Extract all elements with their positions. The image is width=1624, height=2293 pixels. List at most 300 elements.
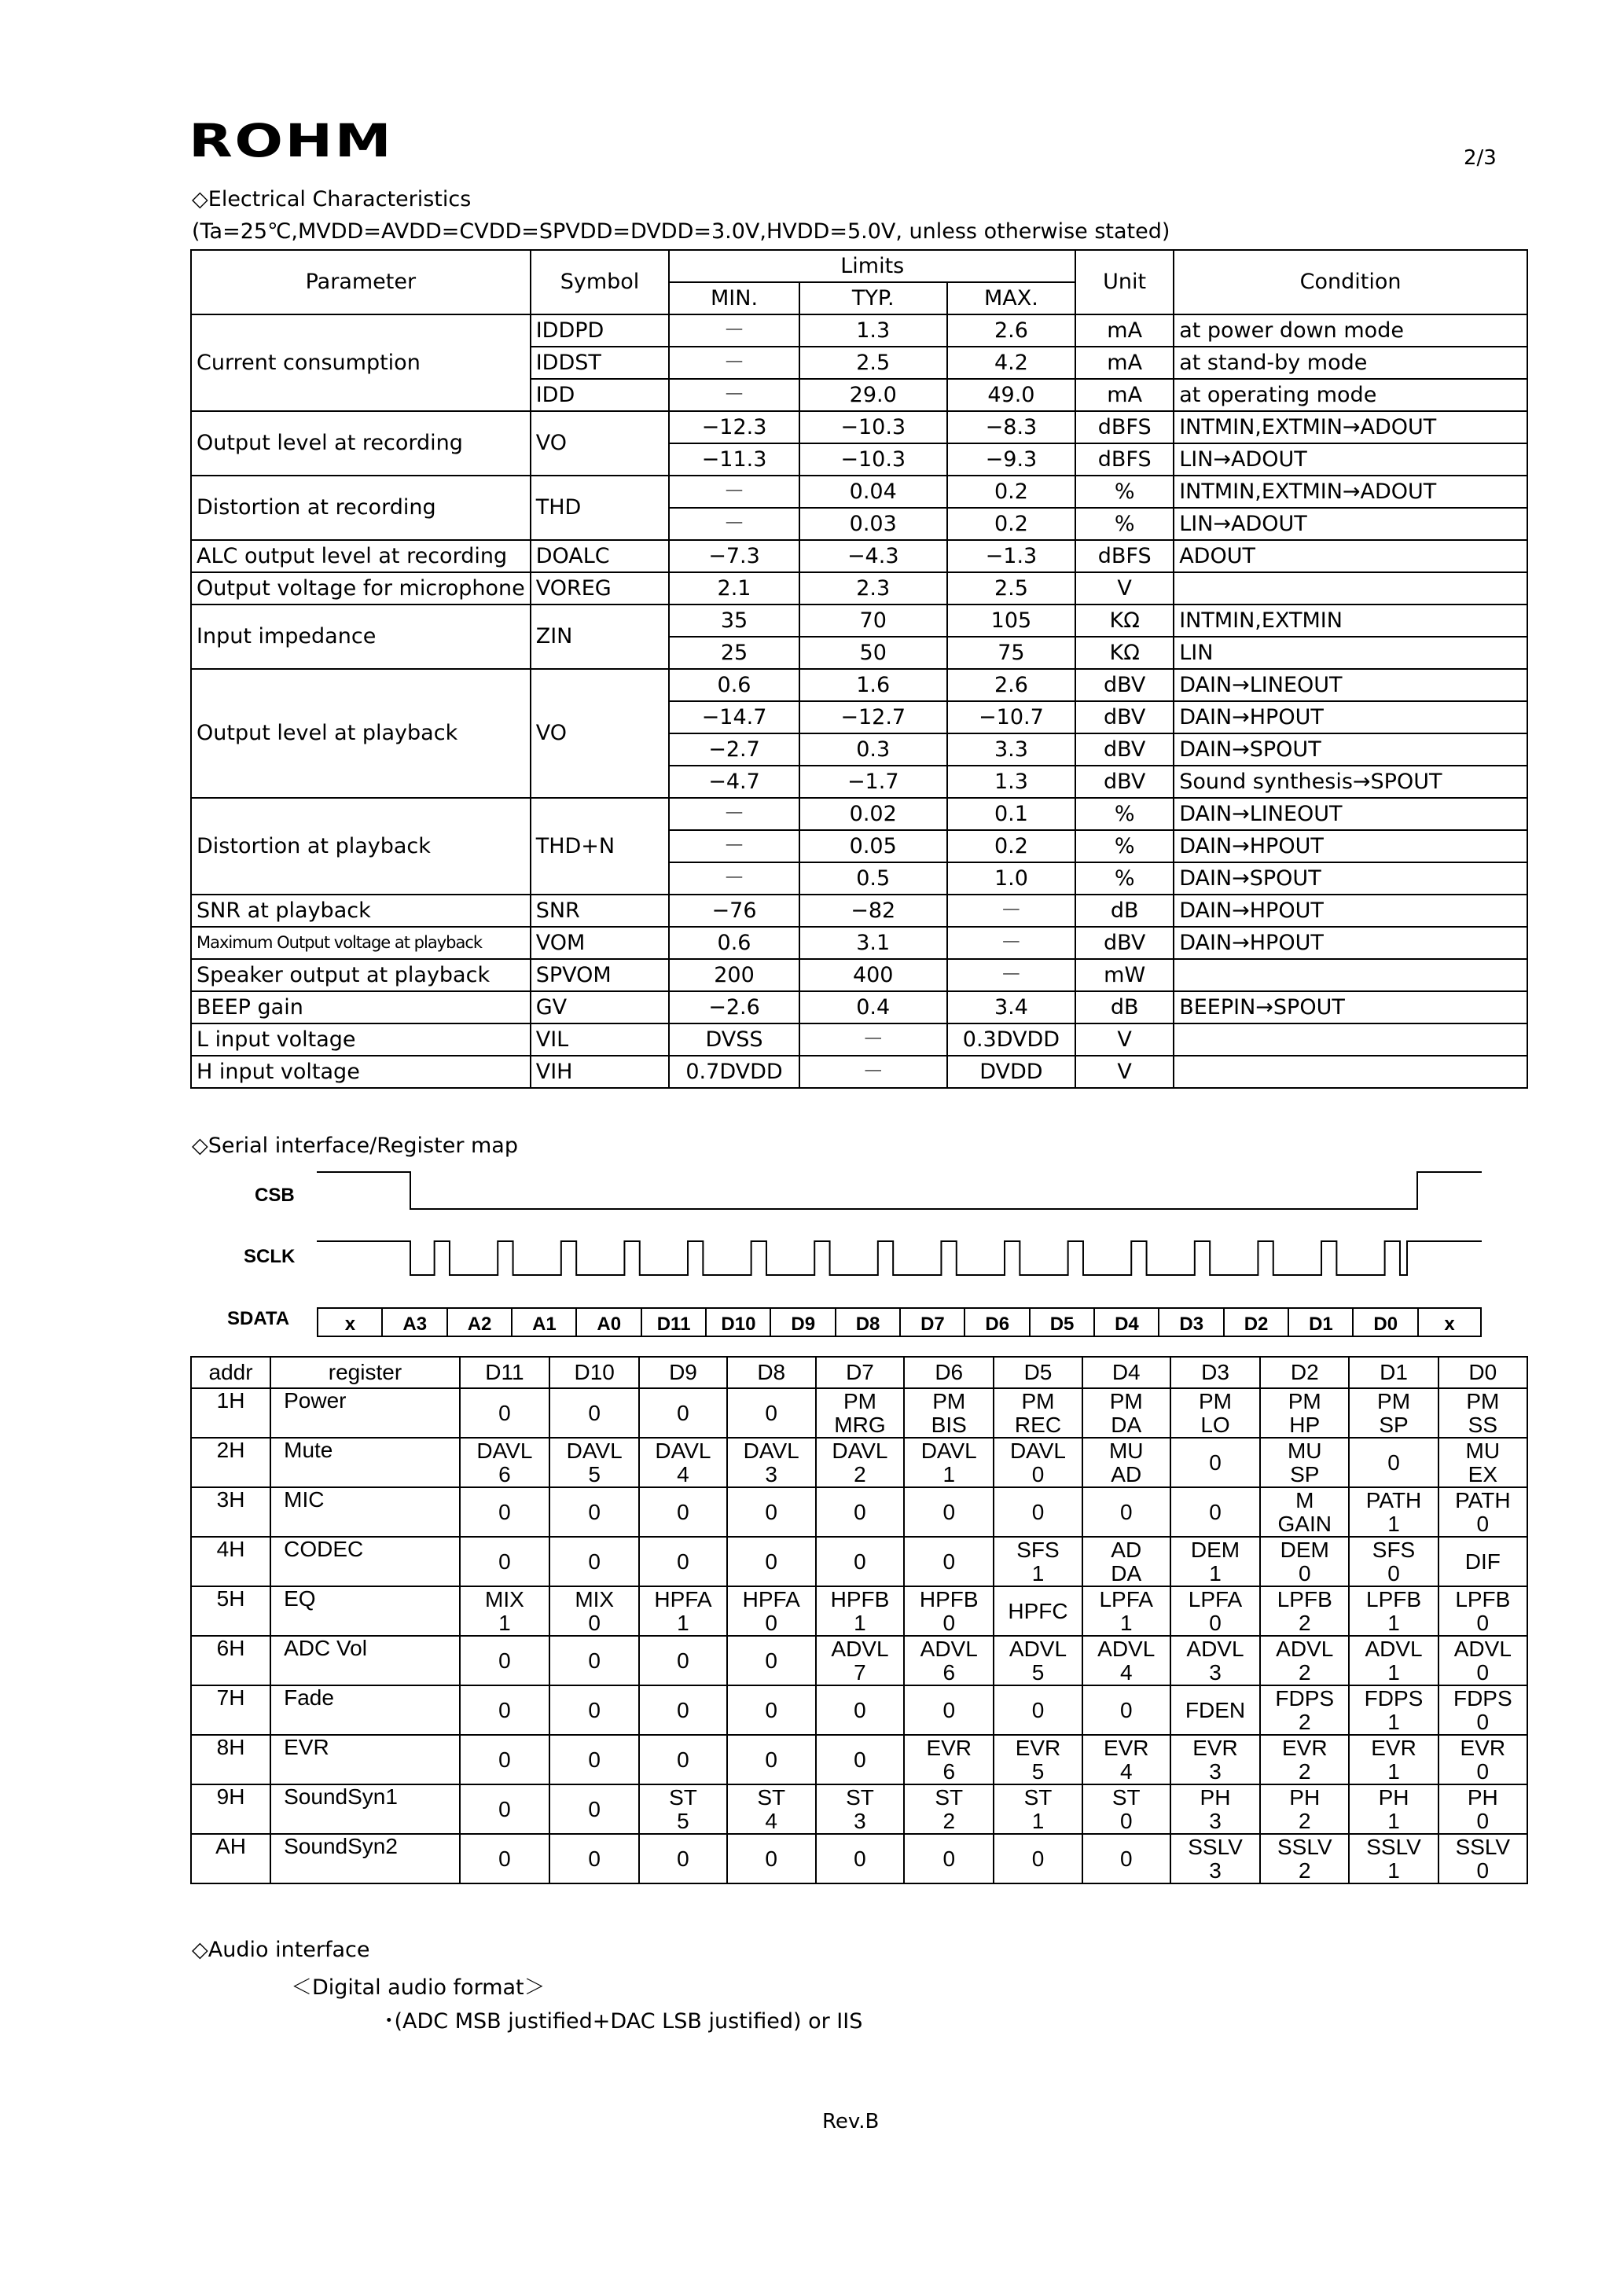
table-cell: dBV bbox=[1075, 669, 1174, 701]
register-bit: MU EX bbox=[1438, 1438, 1527, 1487]
table-cell: Distortion at playback bbox=[191, 798, 531, 895]
table-cell: 4.2 bbox=[947, 347, 1075, 379]
register-bit: AD DA bbox=[1082, 1537, 1170, 1586]
register-map-header-cell: addr bbox=[191, 1357, 270, 1388]
register-bit: PH 1 bbox=[1349, 1784, 1438, 1834]
register-addr: AH bbox=[191, 1834, 270, 1883]
table-cell: Distortion at recording bbox=[191, 476, 531, 540]
table-cell: 3.1 bbox=[799, 927, 947, 959]
register-bit: FDEN bbox=[1170, 1685, 1260, 1735]
register-bit: ST 5 bbox=[639, 1784, 726, 1834]
table-cell: DAIN→HPOUT bbox=[1174, 927, 1527, 959]
register-name: Power bbox=[270, 1388, 460, 1438]
register-map-header-cell: D9 bbox=[639, 1357, 726, 1388]
register-bit: EVR 2 bbox=[1260, 1735, 1349, 1784]
sdata-bit: D7 bbox=[899, 1307, 964, 1337]
sdata-bit: D6 bbox=[964, 1307, 1029, 1337]
table-cell: 2.6 bbox=[947, 314, 1075, 347]
table-cell: － bbox=[947, 895, 1075, 927]
register-name: CODEC bbox=[270, 1537, 460, 1586]
header-max: MAX. bbox=[947, 282, 1075, 314]
table-cell: 0.6 bbox=[669, 927, 799, 959]
register-bit: 0 bbox=[816, 1685, 904, 1735]
register-bit: ADVL 1 bbox=[1349, 1636, 1438, 1685]
register-bit: DIF bbox=[1438, 1537, 1527, 1586]
table-cell: dBV bbox=[1075, 766, 1174, 798]
sdata-bit: D1 bbox=[1288, 1307, 1353, 1337]
table-cell: IDD bbox=[531, 379, 670, 411]
register-bit: ADVL 3 bbox=[1170, 1636, 1260, 1685]
table-cell: 0.2 bbox=[947, 830, 1075, 862]
register-bit: SSLV 2 bbox=[1260, 1834, 1349, 1883]
table-cell: 75 bbox=[947, 637, 1075, 669]
register-map-header-cell: register bbox=[270, 1357, 460, 1388]
register-name: EQ bbox=[270, 1586, 460, 1636]
table-cell: −14.7 bbox=[669, 701, 799, 733]
table-cell: dBV bbox=[1075, 701, 1174, 733]
table-cell: −12.3 bbox=[669, 411, 799, 443]
register-bit: PM MRG bbox=[816, 1388, 904, 1438]
serial-title: ◇Serial interface/Register map bbox=[192, 1134, 518, 1158]
register-bit: 0 bbox=[639, 1685, 726, 1735]
sdata-bit: D8 bbox=[835, 1307, 900, 1337]
register-bit: 0 bbox=[639, 1388, 726, 1438]
register-bit: 0 bbox=[1349, 1438, 1438, 1487]
register-bit: MU SP bbox=[1260, 1438, 1349, 1487]
table-cell: 105 bbox=[947, 604, 1075, 637]
table-cell: −12.7 bbox=[799, 701, 947, 733]
register-row bbox=[191, 1388, 1527, 1438]
audio-title: ◇Audio interface bbox=[192, 1938, 370, 1962]
table-cell: BEEP gain bbox=[191, 991, 531, 1023]
table-cell: － bbox=[947, 927, 1075, 959]
table-cell: VIH bbox=[531, 1056, 670, 1088]
register-bit: PM DA bbox=[1082, 1388, 1170, 1438]
register-bit: 0 bbox=[460, 1636, 549, 1685]
table-cell: dB bbox=[1075, 895, 1174, 927]
table-cell: － bbox=[669, 830, 799, 862]
table-cell: Sound synthesis→SPOUT bbox=[1174, 766, 1527, 798]
register-name: Mute bbox=[270, 1438, 460, 1487]
register-bit: DAVL 0 bbox=[994, 1438, 1082, 1487]
register-bit: FDPS 2 bbox=[1260, 1685, 1349, 1735]
register-name: SoundSyn1 bbox=[270, 1784, 460, 1834]
table-cell: 0.7DVDD bbox=[669, 1056, 799, 1088]
register-bit: 0 bbox=[639, 1735, 726, 1784]
table-cell: 2.6 bbox=[947, 669, 1075, 701]
register-bit: 0 bbox=[727, 1685, 816, 1735]
register-bit: HPFC bbox=[994, 1586, 1082, 1636]
register-bit: PATH 1 bbox=[1349, 1487, 1438, 1537]
register-name: Fade bbox=[270, 1685, 460, 1735]
register-map-header-cell: D5 bbox=[994, 1357, 1082, 1388]
register-bit: PM HP bbox=[1260, 1388, 1349, 1438]
table-cell: INTMIN,EXTMIN→ADOUT bbox=[1174, 411, 1527, 443]
table-cell: −1.3 bbox=[947, 540, 1075, 572]
table-cell: 0.3 bbox=[799, 733, 947, 766]
register-bit: 0 bbox=[994, 1685, 1082, 1735]
table-cell: Current consumption bbox=[191, 314, 531, 411]
table-cell: GV bbox=[531, 991, 670, 1023]
register-map-header-cell: D3 bbox=[1170, 1357, 1260, 1388]
sdata-bit: A0 bbox=[575, 1307, 641, 1337]
register-bit: 0 bbox=[549, 1685, 639, 1735]
register-bit: 0 bbox=[549, 1735, 639, 1784]
table-cell: SNR bbox=[531, 895, 670, 927]
table-cell: IDDST bbox=[531, 347, 670, 379]
register-addr: 6H bbox=[191, 1636, 270, 1685]
table-cell: LIN→ADOUT bbox=[1174, 508, 1527, 540]
table-cell: 0.02 bbox=[799, 798, 947, 830]
table-cell: 400 bbox=[799, 959, 947, 991]
register-bit: PM SP bbox=[1349, 1388, 1438, 1438]
table-cell: INTMIN,EXTMIN bbox=[1174, 604, 1527, 637]
register-addr: 5H bbox=[191, 1586, 270, 1636]
sdata-bit: A1 bbox=[511, 1307, 576, 1337]
electrical-title: ◇Electrical Characteristics bbox=[192, 187, 472, 211]
register-bit: EVR 0 bbox=[1438, 1735, 1527, 1784]
register-bit: ST 0 bbox=[1082, 1784, 1170, 1834]
register-bit: 0 bbox=[904, 1834, 994, 1883]
register-bit: ADVL 7 bbox=[816, 1636, 904, 1685]
header-min: MIN. bbox=[669, 282, 799, 314]
table-cell: −10.7 bbox=[947, 701, 1075, 733]
table-cell: V bbox=[1075, 572, 1174, 604]
table-cell: 70 bbox=[799, 604, 947, 637]
register-bit: ST 4 bbox=[727, 1784, 816, 1834]
table-cell: dBV bbox=[1075, 733, 1174, 766]
register-bit: 0 bbox=[639, 1487, 726, 1537]
register-bit: SSLV 1 bbox=[1349, 1834, 1438, 1883]
table-cell: － bbox=[947, 959, 1075, 991]
table-cell: 29.0 bbox=[799, 379, 947, 411]
register-bit: FDPS 1 bbox=[1349, 1685, 1438, 1735]
table-cell: −7.3 bbox=[669, 540, 799, 572]
register-bit: EVR 3 bbox=[1170, 1735, 1260, 1784]
register-row bbox=[191, 1586, 1527, 1636]
register-bit: EVR 1 bbox=[1349, 1735, 1438, 1784]
register-addr: 3H bbox=[191, 1487, 270, 1537]
table-cell: −2.7 bbox=[669, 733, 799, 766]
table-cell: H input voltage bbox=[191, 1056, 531, 1088]
register-map-header bbox=[191, 1357, 1527, 1388]
table-cell: at power down mode bbox=[1174, 314, 1527, 347]
table-cell: % bbox=[1075, 862, 1174, 895]
sdata-bit: x bbox=[317, 1307, 382, 1337]
register-bit: MU AD bbox=[1082, 1438, 1170, 1487]
table-cell: 200 bbox=[669, 959, 799, 991]
register-bit: 0 bbox=[549, 1537, 639, 1586]
table-cell: － bbox=[799, 1056, 947, 1088]
sdata-bit: D11 bbox=[641, 1307, 706, 1337]
register-bit: SFS 1 bbox=[994, 1537, 1082, 1586]
header-symbol: Symbol bbox=[531, 250, 670, 314]
register-map-body bbox=[191, 1388, 1527, 1883]
table-cell: 1.3 bbox=[947, 766, 1075, 798]
register-map-header-cell: D6 bbox=[904, 1357, 994, 1388]
register-bit: ADVL 5 bbox=[994, 1636, 1082, 1685]
register-bit: 0 bbox=[639, 1537, 726, 1586]
table-cell: mW bbox=[1075, 959, 1174, 991]
table-cell: ALC output level at recording bbox=[191, 540, 531, 572]
register-bit: 0 bbox=[460, 1537, 549, 1586]
table-cell: IDDPD bbox=[531, 314, 670, 347]
register-bit: 0 bbox=[904, 1537, 994, 1586]
sdata-bit: D2 bbox=[1223, 1307, 1288, 1337]
register-bit: 0 bbox=[460, 1487, 549, 1537]
register-bit: PH 2 bbox=[1260, 1784, 1349, 1834]
register-bit: 0 bbox=[1082, 1685, 1170, 1735]
register-bit: DAVL 5 bbox=[549, 1438, 639, 1487]
register-bit: PM SS bbox=[1438, 1388, 1527, 1438]
table-cell: Output level at recording bbox=[191, 411, 531, 476]
audio-format: ･(ADC MSB justified+DAC LSB justified) or IIS bbox=[384, 2009, 863, 2034]
table-cell: KΩ bbox=[1075, 637, 1174, 669]
table-cell: % bbox=[1075, 830, 1174, 862]
table-cell: VOM bbox=[531, 927, 670, 959]
table-cell: 3.3 bbox=[947, 733, 1075, 766]
register-bit: DEM 0 bbox=[1260, 1537, 1349, 1586]
table-cell: BEEPIN→SPOUT bbox=[1174, 991, 1527, 1023]
register-bit: 0 bbox=[727, 1388, 816, 1438]
table-cell: THD+N bbox=[531, 798, 670, 895]
register-bit: LPFB 1 bbox=[1349, 1586, 1438, 1636]
sclk-label: SCLK bbox=[244, 1246, 296, 1267]
table-cell: −82 bbox=[799, 895, 947, 927]
register-addr: 4H bbox=[191, 1537, 270, 1586]
table-cell: −8.3 bbox=[947, 411, 1075, 443]
register-map-header-cell: D11 bbox=[460, 1357, 549, 1388]
register-addr: 7H bbox=[191, 1685, 270, 1735]
table-cell: −2.6 bbox=[669, 991, 799, 1023]
register-bit: 0 bbox=[549, 1784, 639, 1834]
header-condition: Condition bbox=[1174, 250, 1527, 314]
table-cell: DAIN→HPOUT bbox=[1174, 830, 1527, 862]
table-cell: DVDD bbox=[947, 1056, 1075, 1088]
table-cell: 2.3 bbox=[799, 572, 947, 604]
table-cell: dBV bbox=[1075, 927, 1174, 959]
header-unit: Unit bbox=[1075, 250, 1174, 314]
register-bit: 0 bbox=[549, 1487, 639, 1537]
table-cell: － bbox=[669, 379, 799, 411]
table-cell: V bbox=[1075, 1056, 1174, 1088]
register-bit: ADVL 0 bbox=[1438, 1636, 1527, 1685]
register-name: MIC bbox=[270, 1487, 460, 1537]
register-map-header-cell: D1 bbox=[1349, 1357, 1438, 1388]
table-cell: VO bbox=[531, 411, 670, 476]
register-bit: HPFB 1 bbox=[816, 1586, 904, 1636]
table-cell: DAIN→SPOUT bbox=[1174, 733, 1527, 766]
table-cell: DAIN→LINEOUT bbox=[1174, 798, 1527, 830]
table-cell: 35 bbox=[669, 604, 799, 637]
register-bit: 0 bbox=[816, 1834, 904, 1883]
register-bit: EVR 5 bbox=[994, 1735, 1082, 1784]
register-bit: DAVL 1 bbox=[904, 1438, 994, 1487]
register-bit: HPFA 0 bbox=[727, 1586, 816, 1636]
table-cell: 0.1 bbox=[947, 798, 1075, 830]
table-cell: dBFS bbox=[1075, 411, 1174, 443]
table-cell: THD bbox=[531, 476, 670, 540]
table-cell: −76 bbox=[669, 895, 799, 927]
table-cell: DAIN→HPOUT bbox=[1174, 701, 1527, 733]
table-cell: mA bbox=[1075, 347, 1174, 379]
table-cell: － bbox=[669, 508, 799, 540]
table-cell: VOREG bbox=[531, 572, 670, 604]
register-bit: HPFB 0 bbox=[904, 1586, 994, 1636]
register-row bbox=[191, 1834, 1527, 1883]
table-cell: 50 bbox=[799, 637, 947, 669]
table-cell: −11.3 bbox=[669, 443, 799, 476]
table-cell: dBFS bbox=[1075, 443, 1174, 476]
table-cell: － bbox=[799, 1023, 947, 1056]
register-bit: FDPS 0 bbox=[1438, 1685, 1527, 1735]
sdata-bit: D5 bbox=[1029, 1307, 1094, 1337]
table-cell: 49.0 bbox=[947, 379, 1075, 411]
register-bit: DAVL 2 bbox=[816, 1438, 904, 1487]
register-bit: 0 bbox=[460, 1735, 549, 1784]
table-cell: 1.3 bbox=[799, 314, 947, 347]
register-map-header-cell: D10 bbox=[549, 1357, 639, 1388]
table-cell: at stand-by mode bbox=[1174, 347, 1527, 379]
register-row bbox=[191, 1784, 1527, 1834]
register-bit: DAVL 3 bbox=[727, 1438, 816, 1487]
table-cell: VIL bbox=[531, 1023, 670, 1056]
table-cell: 1.0 bbox=[947, 862, 1075, 895]
register-bit: EVR 4 bbox=[1082, 1735, 1170, 1784]
sdata-bit: D0 bbox=[1352, 1307, 1417, 1337]
register-bit: PM BIS bbox=[904, 1388, 994, 1438]
register-bit: 0 bbox=[994, 1834, 1082, 1883]
register-bit: 0 bbox=[1082, 1834, 1170, 1883]
register-bit: SFS 0 bbox=[1349, 1537, 1438, 1586]
header-limits: Limits bbox=[669, 250, 1075, 282]
sdata-label: SDATA bbox=[227, 1308, 290, 1329]
register-bit: 0 bbox=[994, 1487, 1082, 1537]
register-bit: 0 bbox=[816, 1537, 904, 1586]
register-row bbox=[191, 1438, 1527, 1487]
register-bit: PM REC bbox=[994, 1388, 1082, 1438]
table-cell: DAIN→SPOUT bbox=[1174, 862, 1527, 895]
table-cell: － bbox=[669, 798, 799, 830]
register-map-header-cell: D2 bbox=[1260, 1357, 1349, 1388]
register-bit: PH 0 bbox=[1438, 1784, 1527, 1834]
table-cell: 25 bbox=[669, 637, 799, 669]
table-cell: SPVOM bbox=[531, 959, 670, 991]
register-bit: ST 1 bbox=[994, 1784, 1082, 1834]
table-cell: KΩ bbox=[1075, 604, 1174, 637]
table-cell: － bbox=[669, 476, 799, 508]
table-cell: 0.2 bbox=[947, 476, 1075, 508]
sdata-bit: A2 bbox=[446, 1307, 512, 1337]
register-bit: SSLV 0 bbox=[1438, 1834, 1527, 1883]
sdata-bit: D4 bbox=[1093, 1307, 1159, 1337]
table-cell: ZIN bbox=[531, 604, 670, 669]
table-cell: −4.3 bbox=[799, 540, 947, 572]
table-cell: 0.04 bbox=[799, 476, 947, 508]
register-bit: 0 bbox=[460, 1834, 549, 1883]
table-cell: Output level at playback bbox=[191, 669, 531, 798]
register-bit: 0 bbox=[727, 1636, 816, 1685]
register-bit: ADVL 2 bbox=[1260, 1636, 1349, 1685]
register-map-header-cell: D8 bbox=[727, 1357, 816, 1388]
register-bit: ST 3 bbox=[816, 1784, 904, 1834]
register-bit: 0 bbox=[904, 1487, 994, 1537]
table-cell: DOALC bbox=[531, 540, 670, 572]
register-row bbox=[191, 1735, 1527, 1784]
sdata-bit: A3 bbox=[381, 1307, 446, 1337]
register-row bbox=[191, 1487, 1527, 1537]
table-cell: DVSS bbox=[669, 1023, 799, 1056]
table-cell: 0.3DVDD bbox=[947, 1023, 1075, 1056]
sdata-bit: x bbox=[1417, 1307, 1483, 1337]
register-bit: 0 bbox=[639, 1636, 726, 1685]
register-bit: HPFA 1 bbox=[639, 1586, 726, 1636]
register-bit: PM LO bbox=[1170, 1388, 1260, 1438]
register-bit: 0 bbox=[816, 1487, 904, 1537]
register-bit: 0 bbox=[727, 1735, 816, 1784]
table-cell: ADOUT bbox=[1174, 540, 1527, 572]
table-cell: DAIN→LINEOUT bbox=[1174, 669, 1527, 701]
register-bit: 0 bbox=[727, 1487, 816, 1537]
table-cell: Output voltage for microphone bbox=[191, 572, 531, 604]
register-bit: 0 bbox=[904, 1685, 994, 1735]
table-cell: −10.3 bbox=[799, 411, 947, 443]
register-bit: 0 bbox=[460, 1784, 549, 1834]
register-bit: 0 bbox=[1170, 1487, 1260, 1537]
audio-subtitle: ＜Digital audio format＞ bbox=[291, 1975, 546, 2000]
table-cell: 0.2 bbox=[947, 508, 1075, 540]
register-bit: LPFA 0 bbox=[1170, 1586, 1260, 1636]
table-cell: at operating mode bbox=[1174, 379, 1527, 411]
csb-label: CSB bbox=[255, 1185, 295, 1206]
table-cell: % bbox=[1075, 508, 1174, 540]
register-bit: 0 bbox=[549, 1636, 639, 1685]
register-bit: MIX 0 bbox=[549, 1586, 639, 1636]
register-name: ADC Vol bbox=[270, 1636, 460, 1685]
table-cell: 0.6 bbox=[669, 669, 799, 701]
table-cell: mA bbox=[1075, 379, 1174, 411]
register-row bbox=[191, 1636, 1527, 1685]
revision: Rev.B bbox=[822, 2110, 880, 2133]
table-cell: Input impedance bbox=[191, 604, 531, 669]
table-cell: 3.4 bbox=[947, 991, 1075, 1023]
register-bit: DAVL 6 bbox=[460, 1438, 549, 1487]
table-cell: V bbox=[1075, 1023, 1174, 1056]
register-addr: 2H bbox=[191, 1438, 270, 1487]
table-cell: 0.03 bbox=[799, 508, 947, 540]
table-cell: 1.6 bbox=[799, 669, 947, 701]
register-bit: MIX 1 bbox=[460, 1586, 549, 1636]
table-cell: － bbox=[669, 347, 799, 379]
rohm-logo: ROHM bbox=[189, 114, 394, 167]
header-parameter: Parameter bbox=[191, 250, 531, 314]
table-cell: 2.1 bbox=[669, 572, 799, 604]
table-cell: 2.5 bbox=[947, 572, 1075, 604]
table-cell: L input voltage bbox=[191, 1023, 531, 1056]
header-typ: TYP. bbox=[799, 282, 947, 314]
register-bit: LPFA 1 bbox=[1082, 1586, 1170, 1636]
table-cell: LIN→ADOUT bbox=[1174, 443, 1527, 476]
register-bit: 0 bbox=[549, 1388, 639, 1438]
table-cell: dBFS bbox=[1075, 540, 1174, 572]
sdata-bit: D10 bbox=[705, 1307, 770, 1337]
register-map-header-cell: D0 bbox=[1438, 1357, 1527, 1388]
csb-waveform bbox=[317, 1172, 1482, 1209]
register-addr: 1H bbox=[191, 1388, 270, 1438]
register-bit: 0 bbox=[460, 1685, 549, 1735]
register-bit: 0 bbox=[549, 1834, 639, 1883]
register-bit: 0 bbox=[727, 1834, 816, 1883]
